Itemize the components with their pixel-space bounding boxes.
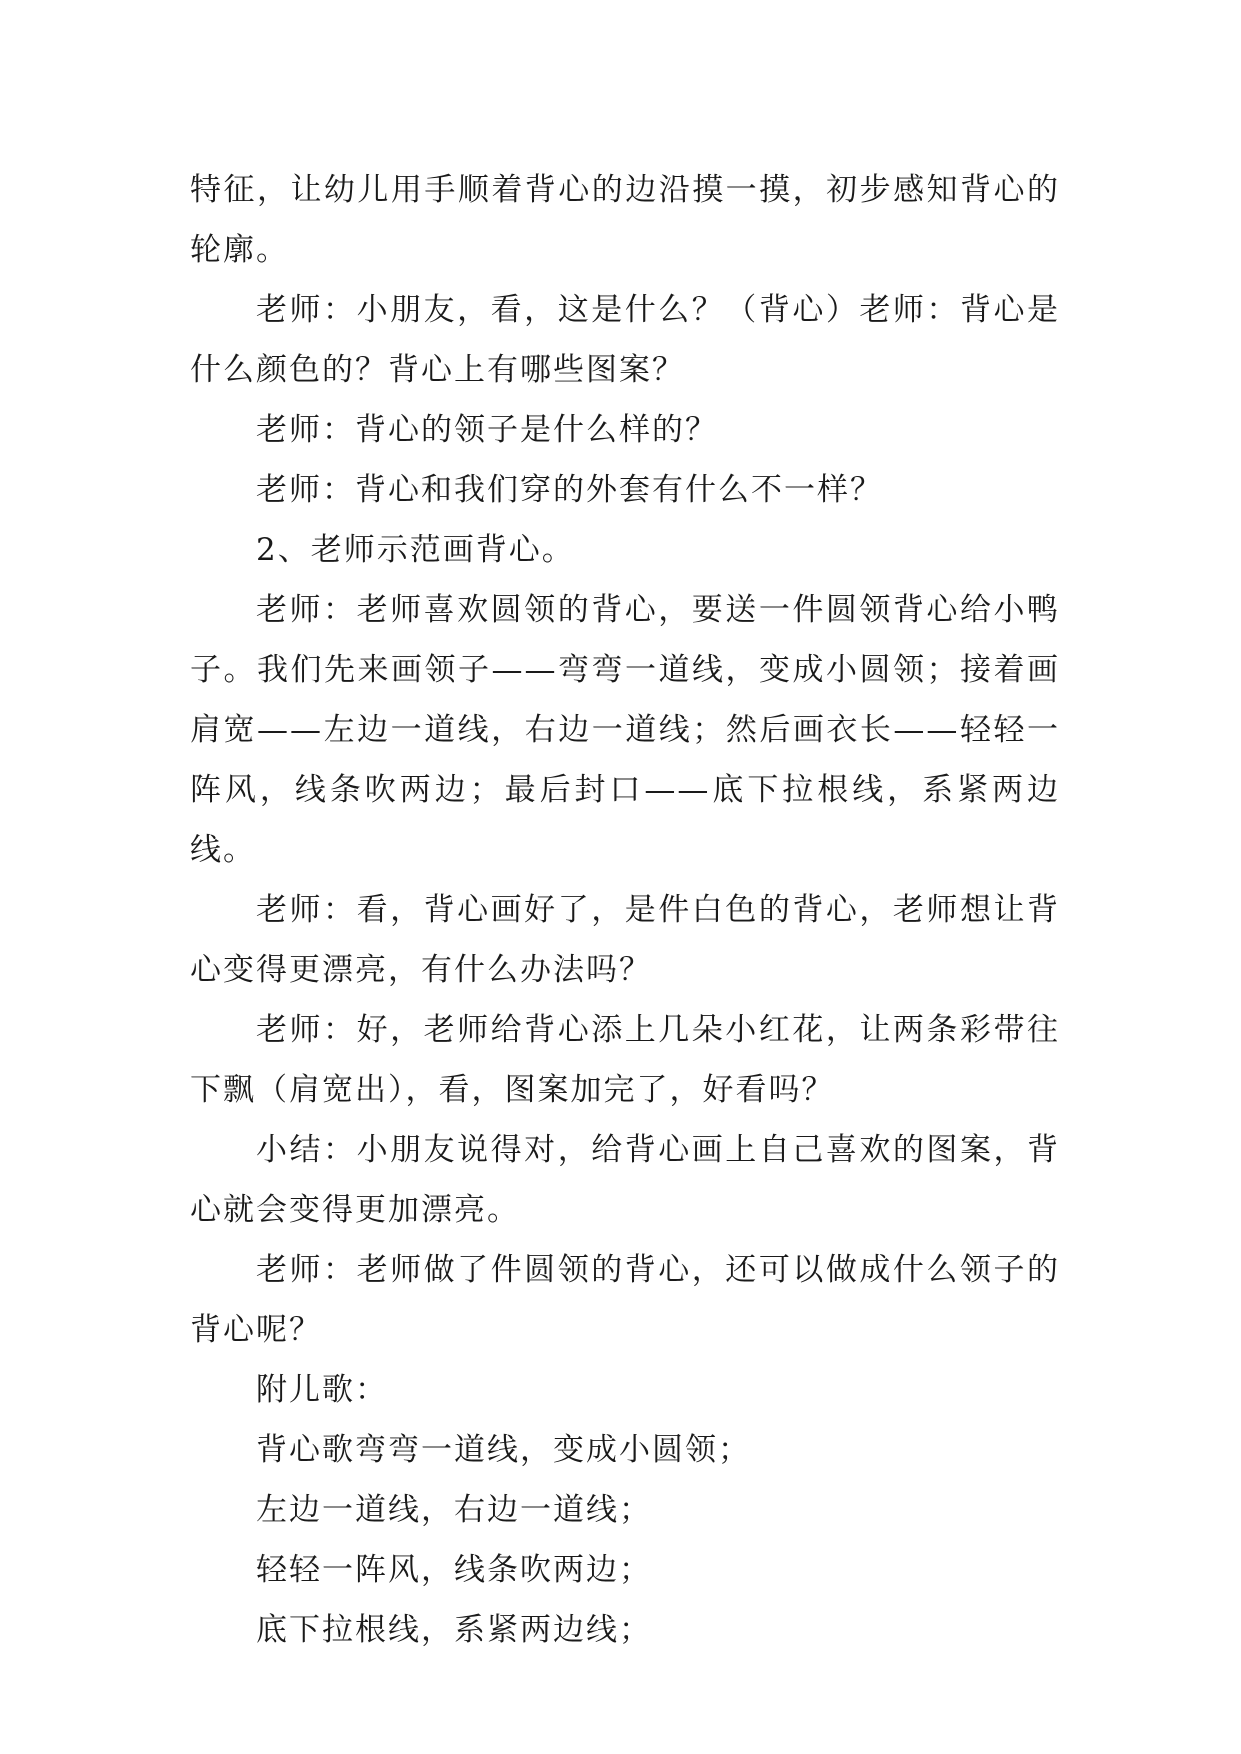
paragraph: 背心歌弯弯一道线，变成小圆领；	[256, 1432, 751, 1468]
paragraph: 小结：小朋友说得对，给背心画上自己喜欢的图案，背心就会变得更加漂亮。	[190, 1132, 1060, 1228]
paragraph: 老师：老师做了件圆领的背心，还可以做成什么领子的背心呢？	[190, 1252, 1060, 1348]
document-page	[190, 160, 1060, 1660]
paragraph: 特征，让幼儿用手顺着背心的边沿摸一摸，初步感知背心的轮廓。	[190, 172, 1060, 268]
paragraph: 老师：背心和我们穿的外套有什么不一样？	[256, 472, 883, 508]
paragraph: 附儿歌：	[256, 1372, 388, 1408]
paragraph: 2、老师示范画背心。	[256, 532, 575, 568]
paragraph: 老师：小朋友，看，这是什么？（背心）老师：背心是什么颜色的？背心上有哪些图案？	[190, 292, 1060, 388]
paragraph: 老师：老师喜欢圆领的背心，要送一件圆领背心给小鸭子。我们先来画领子——弯弯一道线，变成小圆领；接着画肩宽——左边一道线，右边一道线；然后画衣长——轻轻一阵风，线条吹两边；最后封口——底下拉根线，系紧两边线。	[190, 592, 1060, 868]
paragraph: 底下拉根线，系紧两边线；	[256, 1612, 652, 1648]
paragraph: 轻轻一阵风，线条吹两边；	[256, 1552, 652, 1588]
paragraph: 老师：好，老师给背心添上几朵小红花，让两条彩带往下飘（肩宽出），看，图案加完了，好看吗？	[190, 1012, 1060, 1108]
paragraph: 左边一道线，右边一道线；	[256, 1492, 652, 1528]
paragraph: 老师：背心的领子是什么样的？	[256, 412, 718, 448]
paragraph: 老师：看，背心画好了，是件白色的背心，老师想让背心变得更漂亮，有什么办法吗？	[190, 892, 1060, 988]
